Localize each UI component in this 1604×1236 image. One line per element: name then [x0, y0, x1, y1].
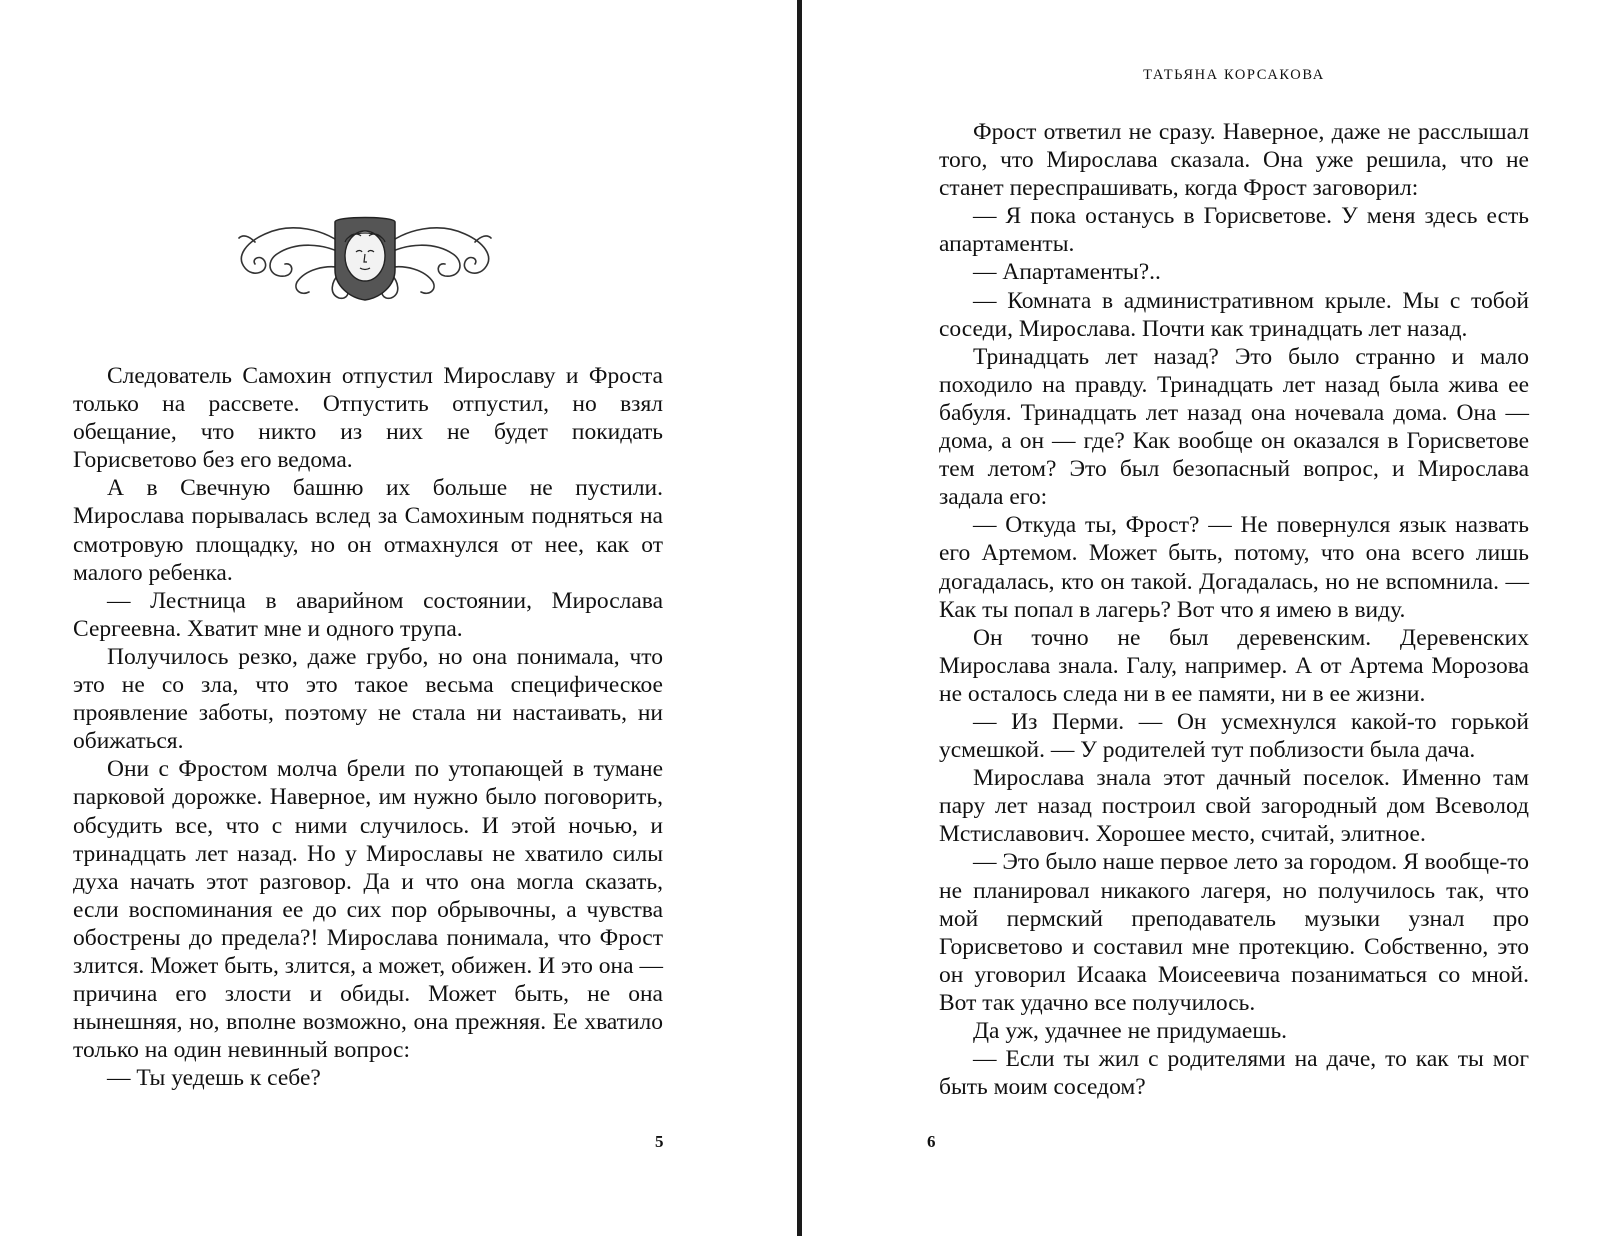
paragraph: — Если ты жил с родителями на даче, то как ты мог быть моим соседом? [939, 1046, 1529, 1101]
paragraph: — Я пока останусь в Горисветове. У меня здесь есть апартаменты. [939, 203, 1529, 258]
paragraph: Следователь Самохин отпустил Мирославу и Фроста только на рассвете. Отпустить отпустил, но взял обещание, что никто из них не будет покидать Горисветово без его ведома. [73, 363, 663, 474]
right-page [806, 0, 1604, 1236]
right-page-text [939, 118, 1529, 1101]
paragraph: — Из Перми. — Он усмехнулся какой-то горькой усмешкой. — У родителей тут поблизости была дача. [939, 708, 1529, 764]
book-spine-divider [797, 0, 802, 1236]
paragraph: — Это было наше первое лето за городом. Я вообще-то не планировал никакого лагеря, но получилось так, что мой пермский преподаватель музыки узнал про Горисветово и составил мне протекцию. Собственно, это он уговорил Исаака Моисеевича позаниматься со мной. Вот так удачно все получилось. [939, 849, 1529, 1016]
paragraph: Они с Фростом молча брели по утопающей в тумане парковой дорожке. Наверное, им нужно было поговорить, обсудить все, что с ними случилось. И этой ночью, и тринадцать лет назад. Но у Мирославы не хватило силы духа начать этот разговор. Да и что она могла сказать, если воспоминания ее до сих пор обрывочны, а чувства обострены до предела?! Мирослава понимала, что Фрост злится. Может быть, злится, а может, обижен. И это она — причина его злости и обиды. Может быть, не она нынешняя, но, вполне возможно, она прежняя. Ее хватило только на один невинный вопрос: [73, 756, 663, 1064]
paragraph: А в Свечную башню их больше не пустили. Мирослава порывалась вслед за Самохиным подняться на смотровую площадку, но он отмахнулся от нее, как от малого ребенка. [73, 475, 663, 586]
paragraph: — Лестница в аварийном состоянии, Мирослава Сергеевна. Хватит мне и одного трупа. [73, 587, 663, 642]
paragraph: Он точно не был деревенским. Деревенских Мирослава знала. Галу, например. А от Артема Морозова не осталось следа ни в ее памяти, ни в ее жизни. [939, 624, 1529, 707]
paragraph: — Ты уедешь к себе? [107, 1065, 321, 1092]
paragraph: Мирослава знала этот дачный поселок. Именно там пару лет назад построил свой загородный дом Всеволод Мстиславович. Хорошее место, считай, элитное. [939, 765, 1529, 848]
paragraph: Фрост ответил не сразу. Наверное, даже не расслышал того, что Мирослава сказала. Она уже решила, что не станет переспрашивать, когда Фрост заговорил: [939, 119, 1529, 202]
cherub-ornament-icon [235, 212, 495, 304]
paragraph: — Откуда ты, Фрост? — Не повернулся язык назвать его Артемом. Может быть, потому, что она всего лишь догадалась, кто он такой. Догадалась, но не вспомнила. — Как ты попал в лагерь? Вот что я имею в виду. [939, 512, 1529, 623]
paragraph: Да уж, удачнее не придумаешь. [973, 1018, 1288, 1044]
left-page [0, 0, 798, 1236]
left-page-text [73, 362, 663, 1092]
paragraph: — Апартаменты?.. [973, 259, 1161, 286]
paragraph: — Комната в административном крыле. Мы с тобой соседи, Мирослава. Почти как тринадцать лет назад. [939, 287, 1529, 342]
running-head: ТАТЬЯНА КОРСАКОВА [1143, 67, 1325, 83]
page-number: 5 [655, 1132, 664, 1151]
paragraph: Получилось резко, даже грубо, но она понимала, что это не со зла, что это такое весьма специфическое проявление заботы, поэтому не стала ни настаивать, ни обижаться. [73, 643, 663, 755]
page-number: 6 [927, 1132, 936, 1151]
paragraph: Тринадцать лет назад? Это было странно и мало походило на правду. Тринадцать лет назад была жива ее бабуля. Тринадцать лет назад она ночевала дома. Она — дома, а он — где? Как вообще он оказался в Горисветове тем летом? Это был безопасный вопрос, и Мирослава задала его: [939, 343, 1529, 511]
